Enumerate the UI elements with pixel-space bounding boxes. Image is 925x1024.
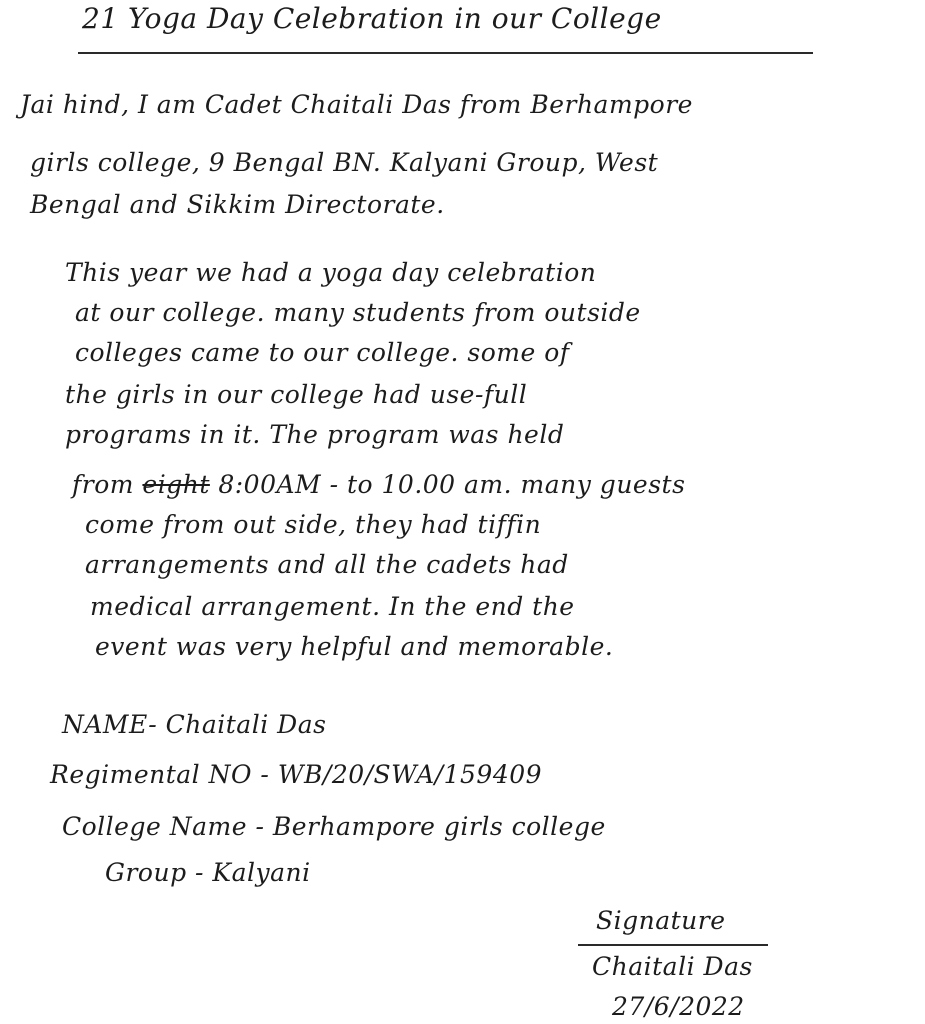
body-line-5: programs in it. The program was held bbox=[65, 420, 565, 449]
signature-name: Chaitali Das bbox=[592, 952, 753, 981]
letter-title: 21 Yoga Day Celebration in our College bbox=[82, 2, 662, 35]
intro-line-3: Bengal and Sikkim Directorate. bbox=[30, 190, 445, 219]
body-line-2: at our college. many students from outside bbox=[75, 298, 641, 327]
intro-line-2: girls college, 9 Bengal BN. Kalyani Group, West bbox=[30, 148, 659, 177]
intro-line-1: Jai hind, I am Cadet Chaitali Das from Berhampore bbox=[20, 90, 693, 119]
body-line-1: This year we had a yoga day celebration bbox=[65, 258, 597, 287]
signature-label: Signature bbox=[596, 906, 726, 935]
body-line-6-prefix: from bbox=[72, 470, 134, 499]
body-line-6-rest: 8:00AM - to 10.00 am. many guests bbox=[218, 470, 686, 499]
body-line-3: colleges came to our college. some of bbox=[75, 338, 570, 367]
body-line-7: come from out side, they had tiffin bbox=[85, 510, 542, 539]
body-line-9: medical arrangement. In the end the bbox=[90, 592, 575, 621]
title-underline bbox=[78, 52, 813, 54]
body-line-10: event was very helpful and memorable. bbox=[95, 632, 614, 661]
detail-group: Group - Kalyani bbox=[105, 858, 311, 887]
body-line-4: the girls in our college had use-full bbox=[65, 380, 528, 409]
detail-college-name: College Name - Berhampore girls college bbox=[62, 812, 606, 841]
detail-regimental-no: Regimental NO - WB/20/SWA/159409 bbox=[50, 760, 543, 789]
crossed-out-word: eight bbox=[142, 470, 210, 499]
detail-name: NAME- Chaitali Das bbox=[62, 710, 327, 739]
signature-underline bbox=[578, 944, 768, 946]
body-line-6 bbox=[72, 470, 685, 499]
body-line-8: arrangements and all the cadets had bbox=[85, 550, 569, 579]
signature-date: 27/6/2022 bbox=[612, 992, 745, 1021]
